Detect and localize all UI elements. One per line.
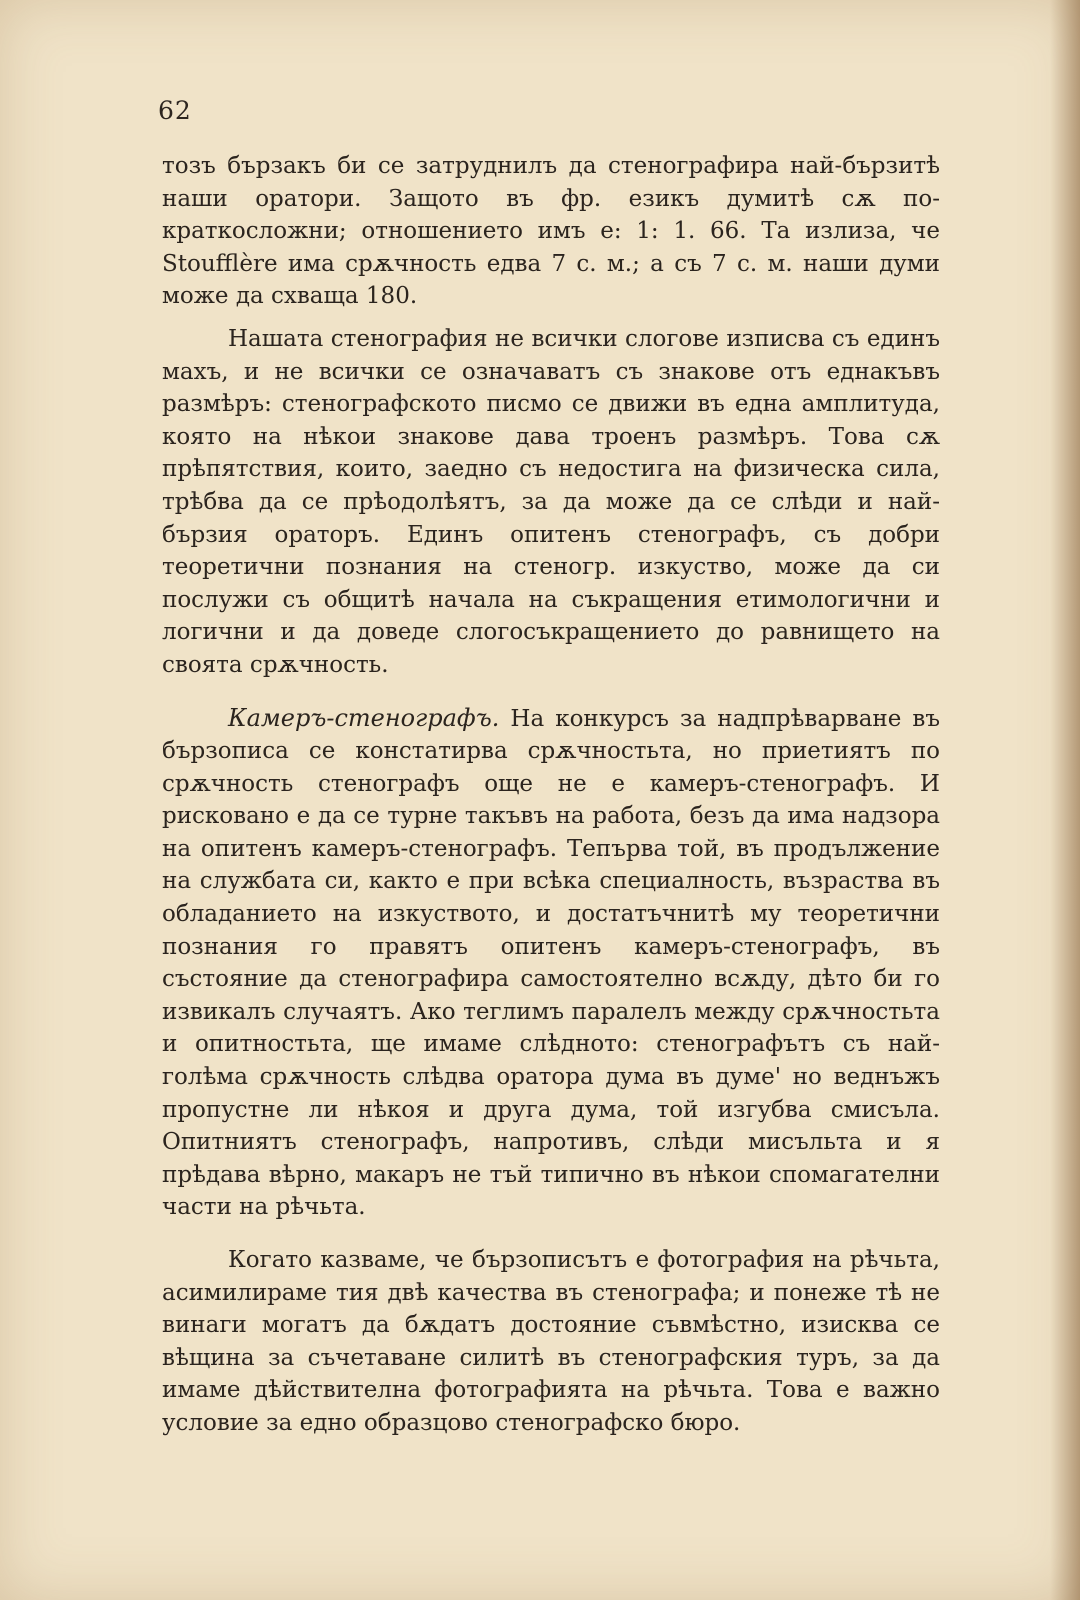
section-heading: Камеръ-стенографъ.	[228, 703, 500, 732]
body-text	[162, 150, 940, 1440]
paragraph-1: тозъ бързакъ би се затруднилъ да стенографира най-бързитѣ наши оратори. Защото въ фр. езикъ думитѣ сѫ по-краткосложни; отношението имъ е: 1: 1. 66. Та излиза, че Stoufflère има срѫчность едва 7 с. м.; а съ 7 с. м. наши думи може да схваща 180.	[162, 153, 940, 310]
page-edge-shadow	[1050, 0, 1080, 1600]
paragraph-3-text: На конкурсъ за надпрѣварване въ бързописа се констатирва срѫчностьта, но приетиятъ по срѫчность стенографъ още не е камеръ-стенографъ. И рисковано е да се турне такъвъ на работа, безъ да има надзора на опитенъ камеръ-стенографъ. Тепърва той, въ продължение на службата си, както е при всѣка специалность, възраства въ обладанието на изкуството, и достатъчнитѣ му теоретични познания го правятъ опитенъ камеръ-стенографъ, въ състояние да стенографира самостоятелно всѫду, дѣто би го извикалъ случаятъ. Ако теглимъ паралелъ между срѫчностьта и опитностьта, ще имаме слѣдното: стенографътъ съ най-голѣма срѫчность слѣдва оратора дума въ думе' но веднъжъ пропустне ли нѣкоя и друга дума, той изгубва смисъла. Опитниятъ стенографъ, напротивъ, слѣди мисъльта и я прѣдава вѣрно, макаръ не тъй типично въ нѣкои спомагателни части на рѣчьта.	[162, 705, 941, 1221]
paragraph-2: Нашата стенография не всички слогове изписва съ единъ махъ, и не всички се означаватъ съ знакове отъ еднакъвъ размѣръ: стенографското писмо се движи въ една амплитуда, която на нѣкои знакове дава троенъ размѣръ. Това сѫ прѣпятствия, които, заедно съ недостига на физическа сила, трѣбва да се прѣодолѣятъ, за да може да се слѣди и най-бързия ораторъ. Единъ опитенъ стенографъ, съ добри теоретични познания на стеногр. изкуство, може да си послужи съ общитѣ начала на съкращения етимологични и логични и да доведе слогосъкращението до равнището на своята срѫчность.	[162, 325, 940, 678]
paragraph-4: Когато казваме, че бързописътъ е фотография на рѣчьта, асимилираме тия двѣ качества въ стенографа; и понеже тѣ не винаги могатъ да бѫдатъ достояние съвмѣстно, изисква се вѣщина за съчетаване силитѣ въ стенографския туръ, за да имаме дѣйствителна фотографията на рѣчьта. Това е важно условие за едно образцово стенографско бюро.	[162, 1247, 940, 1436]
page-number: 62	[158, 96, 192, 125]
paragraph-3	[162, 702, 940, 1225]
